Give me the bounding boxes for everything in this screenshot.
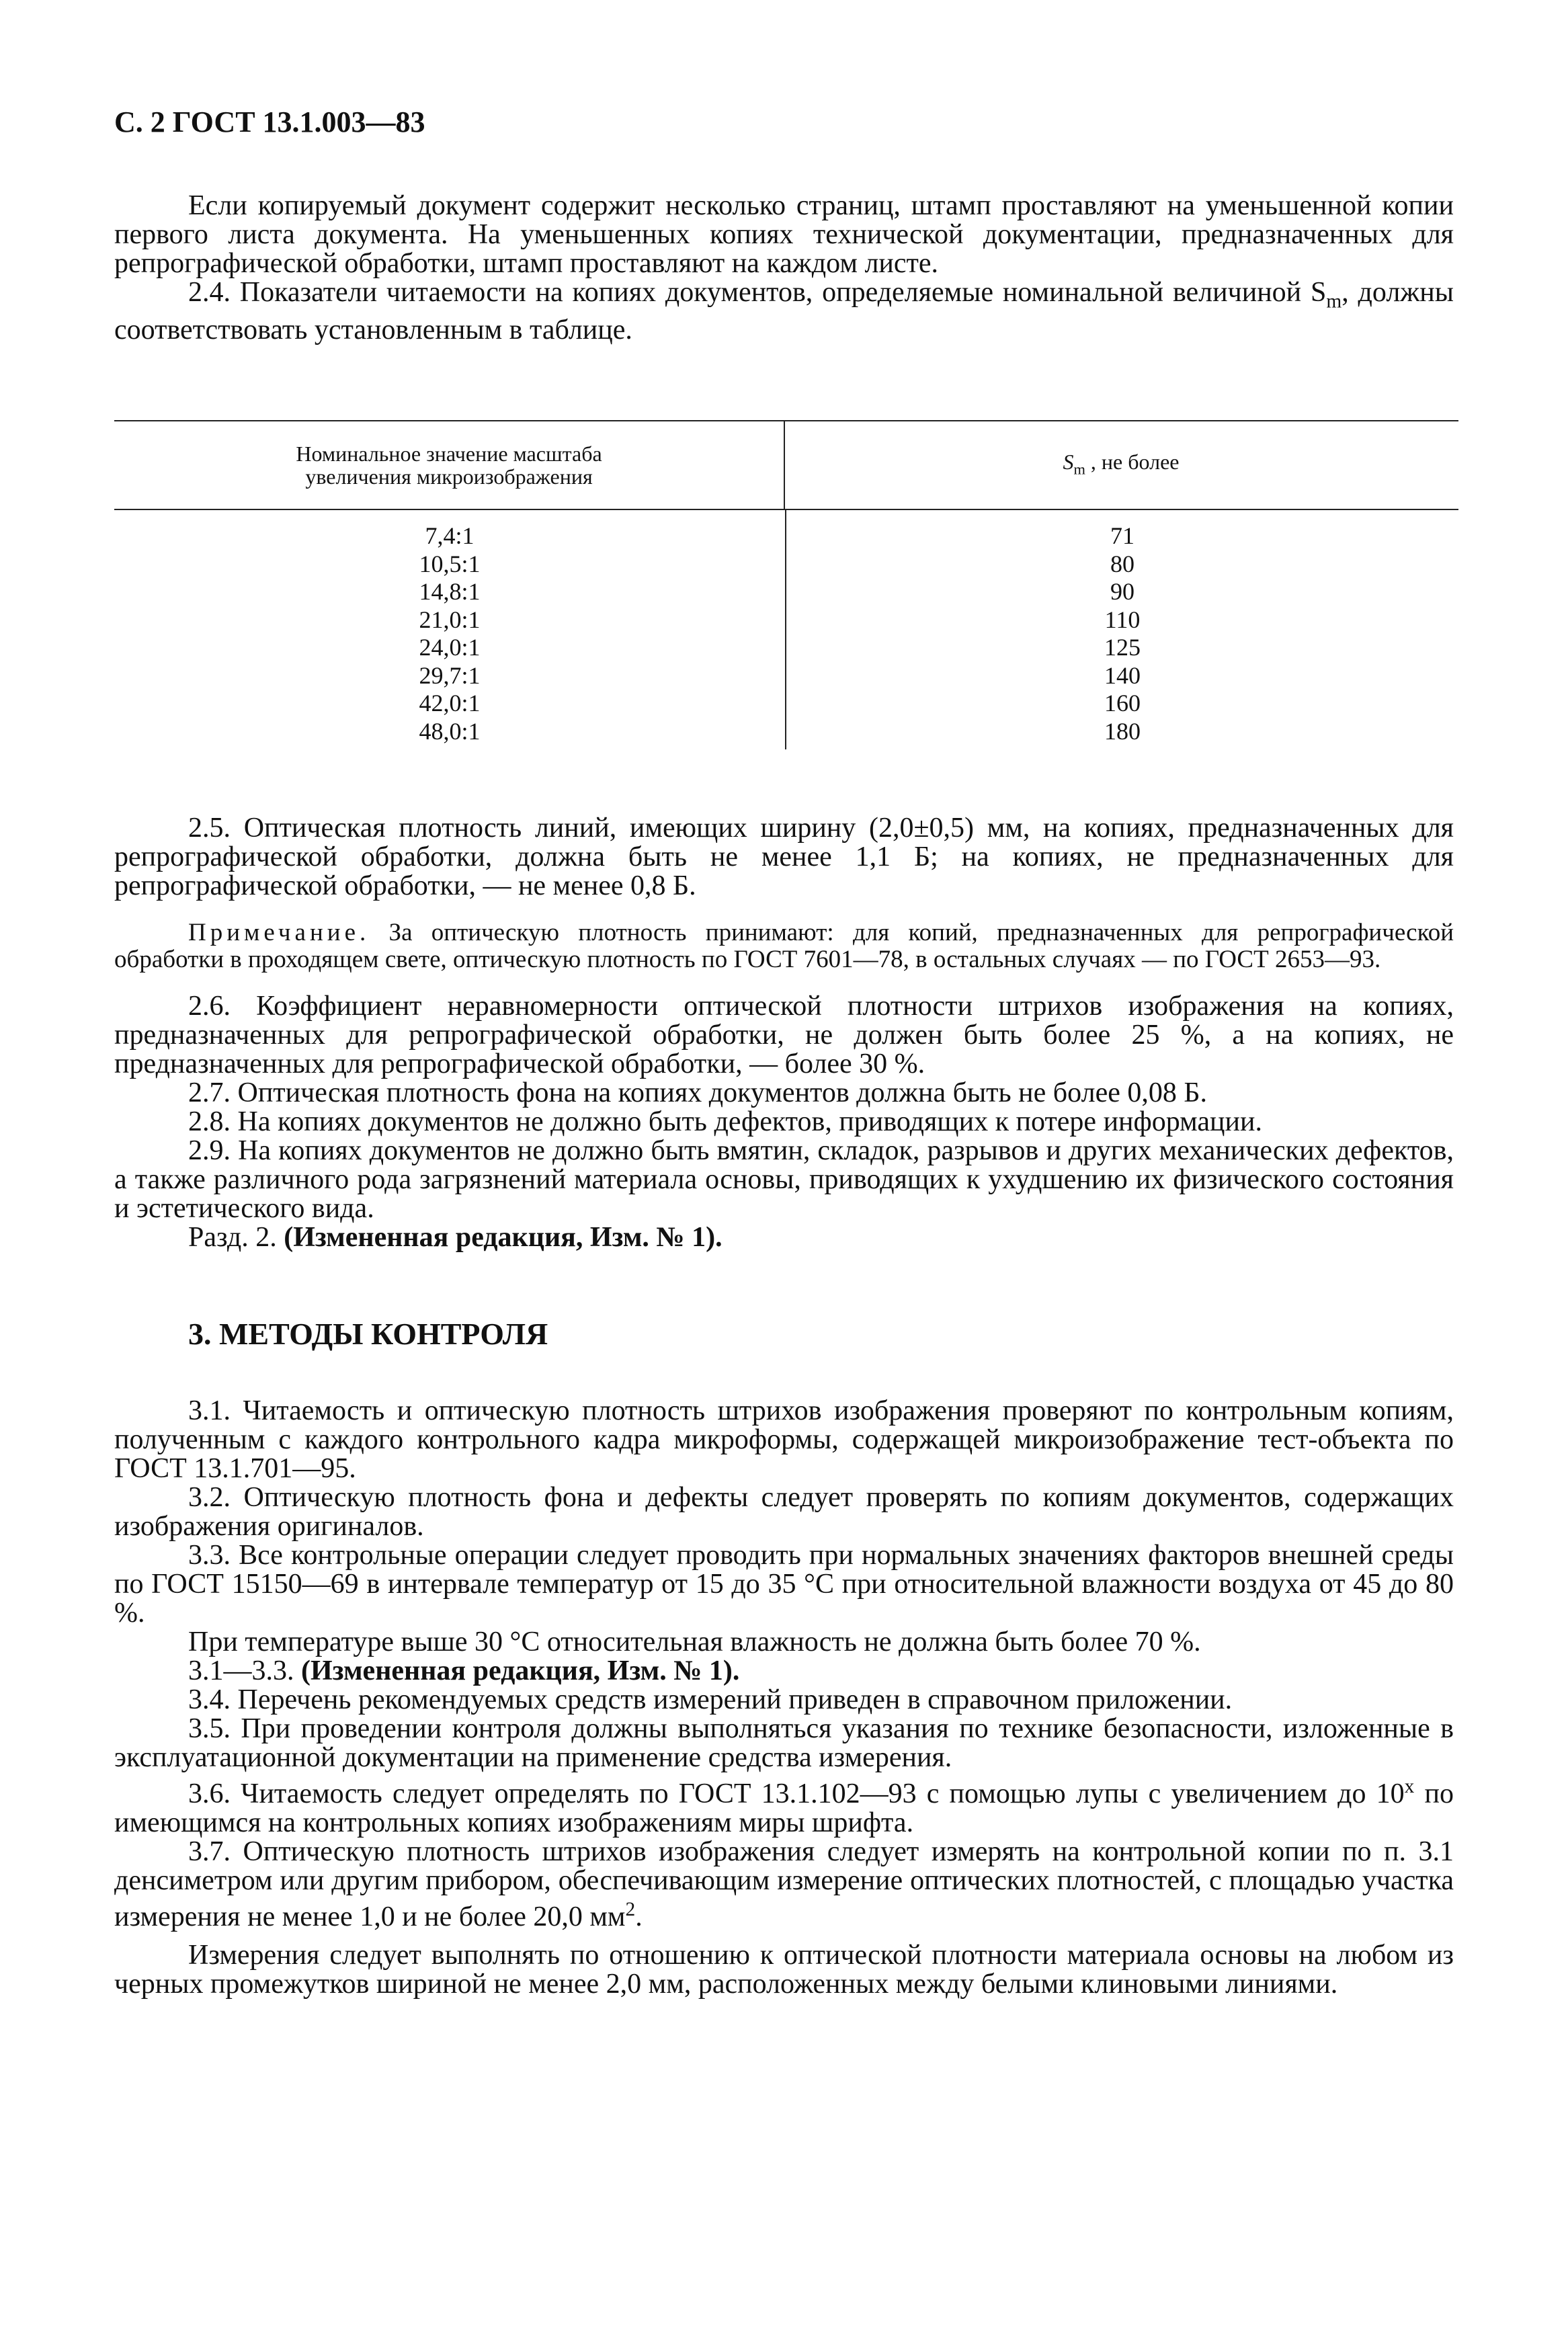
paragraph-3-1-3-3: 3.1—3.3. (Измененная редакция, Изм. № 1).: [188, 1655, 740, 1687]
table-cell: 21,0:1: [419, 606, 481, 633]
paragraph-2-9: 2.9. На копиях документов не должно быть вмятин, складок, разрывов и других механических дефектов, а также различного рода загрязнений материала основы, приводящих к ухудшению их физического состояния и эстетического вида.: [114, 1135, 1454, 1225]
table-cell: 125: [1104, 634, 1141, 661]
paragraph-2-7: 2.7. Оптическая плотность фона на копиях документов должна быть не более 0,08 Б.: [188, 1077, 1207, 1109]
paragraph-3-3: 3.3. Все контрольные операции следует проводить при нормальных значениях факторов внешней среды по ГОСТ 15150—69 в интервале температур от 15 до 35 °С при относительной влажности воздуха от 45 до 80 %.: [114, 1540, 1454, 1629]
paragraph-3-2: 3.2. Оптическую плотность фона и дефекты следует проверять по копиям документов, содержащих изображения оригиналов.: [114, 1482, 1454, 1543]
table-cell: 7,4:1: [425, 522, 474, 550]
paragraph-stamp: Если копируемый документ содержит несколько страниц, штамп проставляют на уменьшенной копии первого листа документа. На уменьшенных копиях технической документации, предназначенных для репрографической обработки, штамп проставляют на каждом листе.: [114, 190, 1454, 279]
paragraph-3-1: 3.1. Читаемость и оптическую плотность штрихов изображения проверяют по контрольным копиям, полученным с каждого контрольного кадра микроформы, содержащей микроизображение тест-объекта по ГОСТ 13.1.701—95.: [114, 1395, 1454, 1485]
table-body: [114, 510, 1458, 749]
table-cell: 29,7:1: [419, 661, 481, 689]
table-header-sm: $S_m$ , не более: [1063, 449, 1180, 478]
section-title: 3. МЕТОДЫ КОНТРОЛЯ: [188, 1317, 548, 1352]
paragraph-3-4: 3.4. Перечень рекомендуемых средств измерений приведен в справочном приложении.: [188, 1684, 1233, 1716]
page-header: С. 2 ГОСТ 13.1.003—83: [114, 106, 425, 138]
table-cell: 160: [1104, 690, 1141, 717]
table-column-sm: [786, 510, 1458, 749]
table-cell: 10,5:1: [419, 550, 481, 577]
readability-table: [114, 420, 1458, 749]
table-cell: 48,0:1: [419, 717, 481, 745]
table-cell: 71: [1110, 522, 1134, 550]
table-cell: 14,8:1: [419, 578, 481, 606]
table-cell: 140: [1104, 661, 1141, 689]
table-column-scale: [114, 510, 786, 749]
note-label: Примечание.: [188, 919, 370, 947]
table-cell: 90: [1110, 578, 1134, 606]
paragraph-3-7-measurements: Измерения следует выполнять по отношению к оптической плотности материала основы на любом из черных промежутков шириной не менее 2,0 мм, расположенных между белыми клиновыми линиями.: [114, 1940, 1454, 2000]
paragraph-2-8: 2.8. На копиях документов не должно быть дефектов, приводящих к потере информации.: [188, 1106, 1262, 1138]
paragraph-3-7: 3.7. Оптическую плотность штрихов изображения следует измерять на контрольной копии по п. 3.1 денсиметром или другим прибором, обеспечивающим измерение оптических плотностей, с площадью участка измерения не менее 1,0 и не более 20,0 $мм^2$.: [114, 1836, 1454, 1933]
table-cell: 110: [1104, 606, 1141, 633]
table-cell: 80: [1110, 550, 1134, 577]
note: Примечание. За оптическую плотность принимают: для копий, предназначенных для репрографической обработки в проходящем свете, оптическую плотность по ГОСТ 7601—78, в остальных случаях — по ГОСТ 2653—93.: [114, 919, 1454, 974]
paragraph-razd-2: Разд. 2. (Измененная редакция, Изм. № 1).: [188, 1222, 723, 1254]
paragraph-3-5: 3.5. При проведении контроля должны выполняться указания по технике безопасности, изложенные в эксплуатационной документации на применение средства измерения.: [114, 1713, 1454, 1774]
paragraph-3-6: 3.6. Читаемость следует определять по ГОСТ 13.1.102—93 с помощью лупы с увеличением до $10^х$ по имеющимся на контрольных копиях изображениям миры шрифта.: [114, 1776, 1454, 1839]
table-cell: 180: [1104, 717, 1141, 745]
paragraph-3-3-humidity: При температуре выше 30 °С относительная влажность не должна быть более 70 %.: [188, 1627, 1201, 1658]
paragraph-2-6: 2.6. Коэффициент неравномерности оптической плотности штрихов изображения на копиях, предназначенных для репрографической обработки, не должен быть более 25 %, а на копиях, не предназначенных для репрографической обработки, — более 30 %.: [114, 991, 1454, 1080]
table-cell: 24,0:1: [419, 634, 481, 661]
paragraph-2-5: 2.5. Оптическая плотность линий, имеющих ширину (2,0±0,5) мм, на копиях, предназначенных для репрографической обработки, должна быть не менее 1,1 Б; на копиях, не предназначенных для репрографической обработки, — не менее 0,8 Б.: [114, 813, 1454, 902]
table-cell: 42,0:1: [419, 690, 481, 717]
paragraph-2-4: 2.4. Показатели читаемости на копиях документов, определяемые номинальной величиной $S_m$, должны соответствовать установленным в таблице.: [114, 277, 1454, 346]
table-header-scale: Номинальное значение масштаба увеличения микроизображения: [114, 421, 785, 509]
table-header: [114, 420, 1458, 510]
